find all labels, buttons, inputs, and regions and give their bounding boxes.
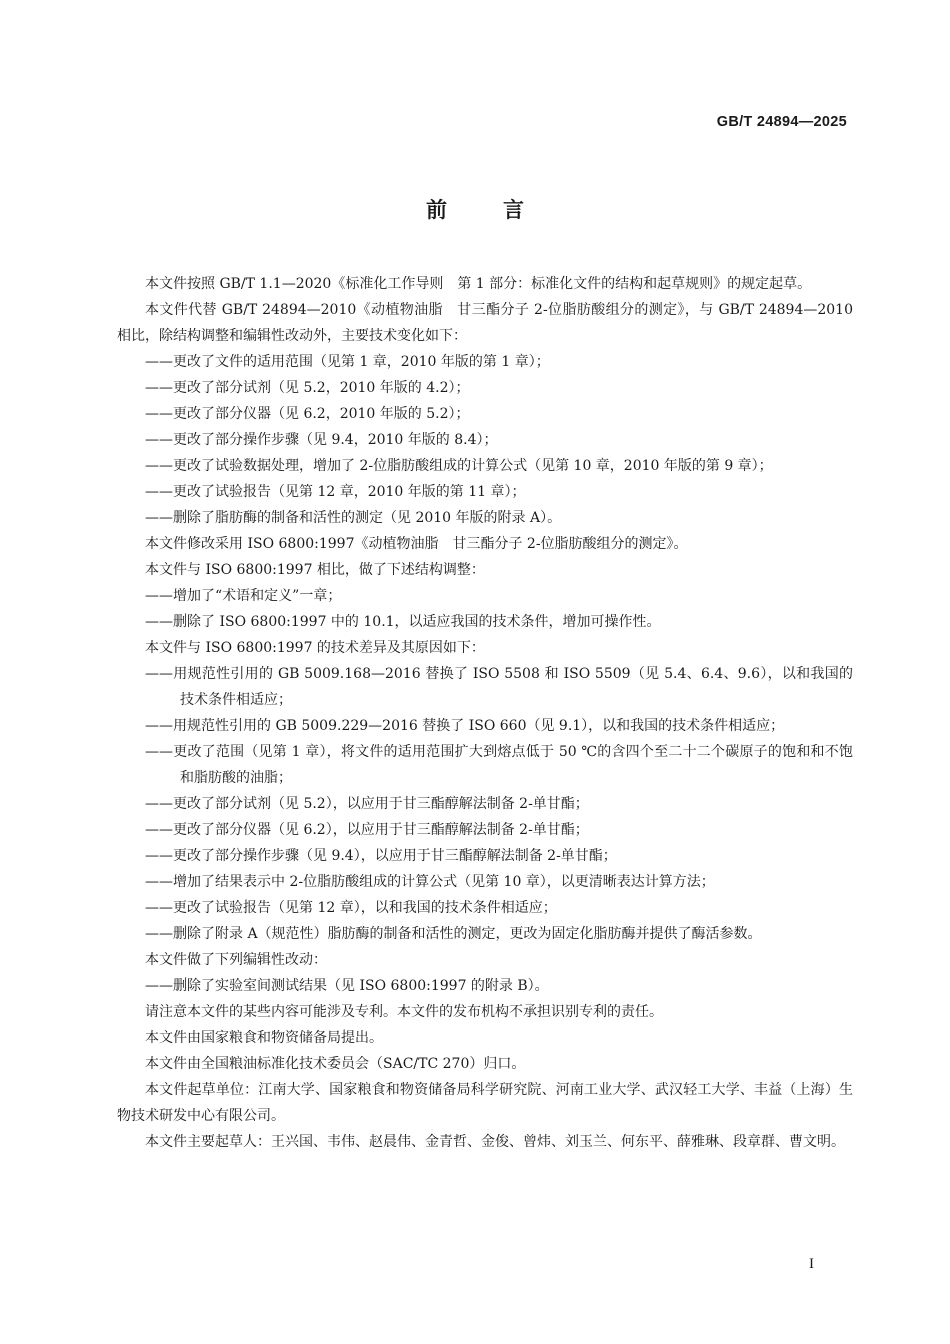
list-item: ——更改了范围（见第 1 章），将文件的适用范围扩大到熔点低于 50 ℃的含四个至二十二个碳原子的饱和和不饱和脂肪酸的油脂； (145, 744, 853, 786)
list-item: ——更改了部分仪器（见 6.2），以应用于甘三酯醇解法制备 2-单甘酯； (145, 822, 589, 838)
paragraph: 本文件起草单位：江南大学、国家粮食和物资储备局科学研究院、河南工业大学、武汉轻工大学、丰益（上海）生物技术研发中心有限公司。 (117, 1082, 853, 1124)
list-item: ——更改了试验报告（见第 12 章，2010 年版的第 11 章）； (145, 484, 526, 500)
list-item: ——更改了部分试剂（见 5.2，2010 年版的 4.2）； (145, 380, 470, 396)
standard-number: GB/T 24894—2025 (716, 114, 847, 130)
paragraph: 本文件按照 GB/T 1.1—2020《标准化工作导则 第 1 部分：标准化文件的结构和起草规则》的规定起草。 (145, 276, 812, 292)
list-item: ——更改了部分仪器（见 6.2，2010 年版的 5.2）； (145, 406, 470, 422)
list-item: ——删除了脂肪酶的制备和活性的测定（见 2010 年版的附录 A）。 (145, 510, 562, 526)
list-item: ——删除了实验室间测试结果（见 ISO 6800:1997 的附录 B）。 (145, 978, 549, 994)
paragraph: 请注意本文件的某些内容可能涉及专利。本文件的发布机构不承担识别专利的责任。 (145, 1004, 663, 1020)
paragraph: 本文件与 ISO 6800:1997 的技术差异及其原因如下： (145, 640, 485, 656)
list-item: ——用规范性引用的 GB 5009.229—2016 替换了 ISO 660（见 9.1），以和我国的技术条件相适应； (145, 718, 785, 734)
paragraph: 本文件修改采用 ISO 6800:1997《动植物油脂 甘三酯分子 2-位脂肪酸组分的测定》。 (145, 536, 688, 552)
list-item: ——更改了部分操作步骤（见 9.4，2010 年版的 8.4）； (145, 432, 498, 448)
list-item: ——删除了附录 A（规范性）脂肪酶的制备和活性的测定，更改为固定化脂肪酶并提供了酶活参数。 (145, 926, 762, 942)
list-item: ——更改了部分试剂（见 5.2），以应用于甘三酯醇解法制备 2-单甘酯； (145, 796, 589, 812)
paragraph: 本文件与 ISO 6800:1997 相比，做了下述结构调整： (145, 562, 485, 578)
paragraph: 本文件由全国粮油标准化技术委员会（SAC/TC 270）归口。 (145, 1056, 526, 1072)
paragraph: 本文件主要起草人：王兴国、韦伟、赵晨伟、金青哲、金俊、曾炜、刘玉兰、何东平、薛雅琳、段章群、曹文明。 (145, 1134, 845, 1150)
list-item: ——删除了 ISO 6800:1997 中的 10.1，以适应我国的技术条件，增加可操作性。 (145, 614, 661, 630)
list-item: ——更改了试验数据处理，增加了 2-位脂肪酸组成的计算公式（见第 10 章，2010 年版的第 9 章）； (145, 458, 773, 474)
list-item: ——增加了“术语和定义”一章； (145, 588, 342, 604)
paragraph: 本文件代替 GB/T 24894—2010《动植物油脂 甘三酯分子 2-位脂肪酸组分的测定》，与 GB/T 24894—2010 相比，除结构调整和编辑性改动外，主要技术变化如下： (117, 302, 853, 344)
paragraph: 本文件做了下列编辑性改动： (145, 952, 327, 968)
list-item: ——增加了结果表示中 2-位脂肪酸组成的计算公式（见第 10 章），以更清晰表达计算方法； (145, 874, 715, 890)
list-item: ——更改了文件的适用范围（见第 1 章，2010 年版的第 1 章）； (145, 354, 550, 370)
page-title: 前言 (426, 198, 580, 222)
list-item: ——更改了部分操作步骤（见 9.4），以应用于甘三酯醇解法制备 2-单甘酯； (145, 848, 617, 864)
page-number: I (809, 1256, 814, 1272)
list-item: ——更改了试验报告（见第 12 章），以和我国的技术条件相适应； (145, 900, 557, 916)
paragraph: 本文件由国家粮食和物资储备局提出。 (145, 1030, 383, 1046)
list-item: ——用规范性引用的 GB 5009.168—2016 替换了 ISO 5508 和 ISO 5509（见 5.4、6.4、9.6），以和我国的技术条件相适应； (145, 666, 853, 708)
foreword-body (117, 271, 853, 1155)
